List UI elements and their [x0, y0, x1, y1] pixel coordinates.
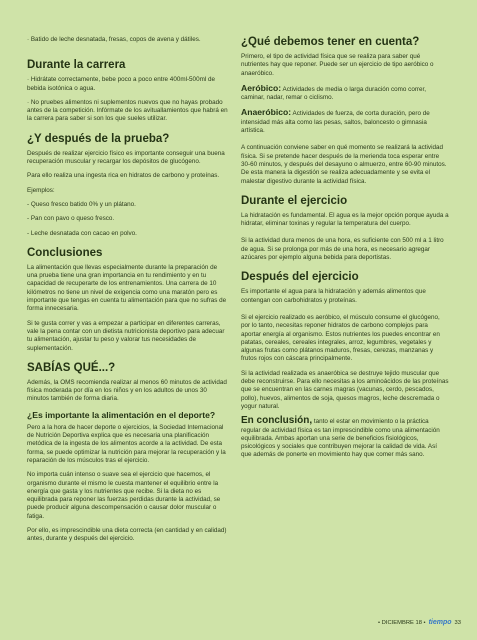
paragraph-conclusion [241, 417, 449, 459]
paragraph: Ejemplos: [27, 186, 55, 194]
paragraph: No importa cuán intenso o suave sea el ejercicio que hacemos, el organismo durante el mismo le cuesta mantener el equilibrio entre la energía que gasta y los nutrientes que recibe. Si la dieta no es equilibrada para reponer las fuerzas perdidas durante la actividad, se puede producir alguna descompensación o causar dolor muscular o fatiga. [27, 471, 221, 520]
paragraph: A continuación conviene saber en qué momento se realizará la actividad física. Si se pretende hacer después de la merienda toca esperar entre 30-60 minutos, y después del desayuno o almuerzo, entre 60-90 minutos. De esta manera la digestión se realiza adecuadamente y se evita el malestar digestivo durante la actividad física. [241, 144, 447, 185]
paragraph: Pero a la hora de hacer deporte o ejercicios, la Sociedad Internacional de Nutrición Deportiva explica que es necesaria una planificación metódica de la ingesta de los alimentos acorde a la actividad. De esta forma, se puede optimizar la nutrición para mejorar la recuperación y la reparación de los músculos tras el ejercicio. [27, 423, 226, 464]
paragraph: Es importante el agua para la hidratación y además alimentos que contengan con carbohidratos y proteínas. [241, 288, 426, 304]
paragraph-aerobico [241, 84, 449, 103]
paragraph: La alimentación que llevas especialmente durante la preparación de una prueba tiene una gran importancia en tu rendimiento y en tu capacidad de recuperarte de los entrenamientos. Una carrera de 10 kilómetros no tiene un nivel de exigencia como una maratón pero es importante que tengas en cuenta tu alimentación para que no sufras de forma innecesaria. [27, 263, 227, 313]
paragraph-anaerobico [241, 108, 449, 135]
paragraph: Si el ejercicio realizado es aeróbico, el músculo consume el glucógeno, por lo tanto, necesitas reponer hidratos de carbono complejos para aportar energía al organismo. Estos nutrientes los puedes encontrar en patatas, cereales, cereales integrales, arroz, legumbres, vegetales y algunas frutas como plátanos maduros, fresas, cerezas, manzanas y frutos rojos con cáscara principalmente. [241, 313, 440, 363]
paragraph: Si la actividad realizada es anaeróbica se destruye tejido muscular que debe reconstruirse. Para ello necesitas a los aminoácidos de las proteínas que se encuentran en las carnes magras (vacunas, cerdo, pescados, pollo), huevos, alimentos de soja, quesos magros, leche descremada o yogur natural. [241, 369, 449, 410]
anaerobico-label: Anaeróbico: [241, 107, 292, 118]
heading-conclusiones: Conclusiones [27, 246, 103, 259]
right-column [241, 36, 449, 466]
anaerobico-text: Actividades de fuerza, de corta duración, pero de intensidad más alta como las pesas, saltos, baloncesto o gimnasia artística. [241, 110, 430, 135]
heading-durante-ejercicio: Durante el ejercicio [241, 194, 348, 207]
list-item: - Queso fresco batido 0% y un plátano. [27, 200, 136, 208]
brand-logo: tiempo [428, 619, 452, 626]
paragraph: · Hidrátate correctamente, bebe poco a poco entre 400ml-500ml de bebida isotónica o agua. [27, 76, 215, 92]
paragraph: Primero, el tipo de actividad física que se realiza para saber qué nutrientes hay que reponer. Puede ser un ejercicio de tipo aeróbico o anaeróbico. [241, 53, 434, 77]
aerobico-label: Aeróbico: [241, 82, 282, 93]
paragraph: Si la actividad dura menos de una hora, es suficiente con 500 ml a 1 litro de agua. Si se prolonga por más de una hora, es necesario agregar azúcares por ejemplo alguna bebida para deportistas. [241, 237, 444, 262]
paragraph: Si te gusta correr y vas a empezar a participar en diferentes carreras, vale la pena contar con un dietista nutricionista deportivo para adecuar tu alimentación, ajustar tu peso y valorar tus necesidades de suplementación. [27, 319, 225, 352]
paragraph: · No pruebes alimentos ni suplementos nuevos que no hayas probado antes de la competición. Infórmate de los avituallamientos que habrá en la carrera para saber si son los que sueles utilizar. [27, 98, 228, 123]
issue-date: • DICIEMBRE 18 • [378, 619, 426, 626]
page-number: 33 [454, 619, 461, 626]
aerobico-text: Actividades de media o larga duración como correr, caminar, nadar, remar o ciclismo. [241, 85, 427, 102]
list-item: - Leche desnatada con cacao en polvo. [27, 229, 137, 237]
heading-importancia-alimentacion: ¿Es importante la alimentación en el deporte? [27, 409, 216, 420]
heading-durante-carrera: Durante la carrera [27, 59, 126, 72]
left-column [27, 36, 228, 550]
heading-despues-prueba: ¿Y después de la prueba? [27, 132, 170, 145]
paragraph: Además, la OMS recomienda realizar al menos 60 minutos de actividad física moderada por día en los niños y en los adultos de unos 30 minutos también de forma diaria. [27, 378, 227, 403]
conclusion-text: tanto el estar en movimiento o la práctica regular de actividad física es tan imprescindible como una alimentación equilibrada. Ambas aportan una serie de beneficios fisiológicos, psicológicos y sociales que contribuyen mejorar la calidad de vida. Así que además de ponerte en movimiento hay que comer más sano. [241, 418, 440, 459]
heading-sabias-que: SABÍAS QUÉ...? [27, 361, 116, 374]
list-item: - Pan con pavo o queso fresco. [27, 215, 115, 223]
paragraph: Por ello, es imprescindible una dieta correcta (en cantidad y en calidad) antes, durante y después del ejercicio. [27, 526, 227, 543]
paragraph: La hidratación es fundamental. El agua es la mejor opción porque ayuda a hidratar, eliminar toxinas y regular la temperatura del cuerpo. [241, 211, 449, 228]
page-footer [378, 619, 461, 626]
paragraph: Después de realizar ejercicio físico es importante conseguir una buena recuperación muscular y recargar los depósitos de glucógeno. [27, 149, 225, 166]
paragraph: Para ello realiza una ingesta rica en hidratos de carbono y proteínas. [27, 172, 220, 180]
conclusion-label: En conclusión, [241, 415, 313, 427]
heading-despues-ejercicio: Después del ejercicio [241, 271, 359, 284]
paragraph: · Batido de leche desnatada, fresas, copos de avena y dátiles. [27, 36, 201, 43]
heading-que-tener-en-cuenta: ¿Qué debemos tener en cuenta? [241, 36, 420, 48]
